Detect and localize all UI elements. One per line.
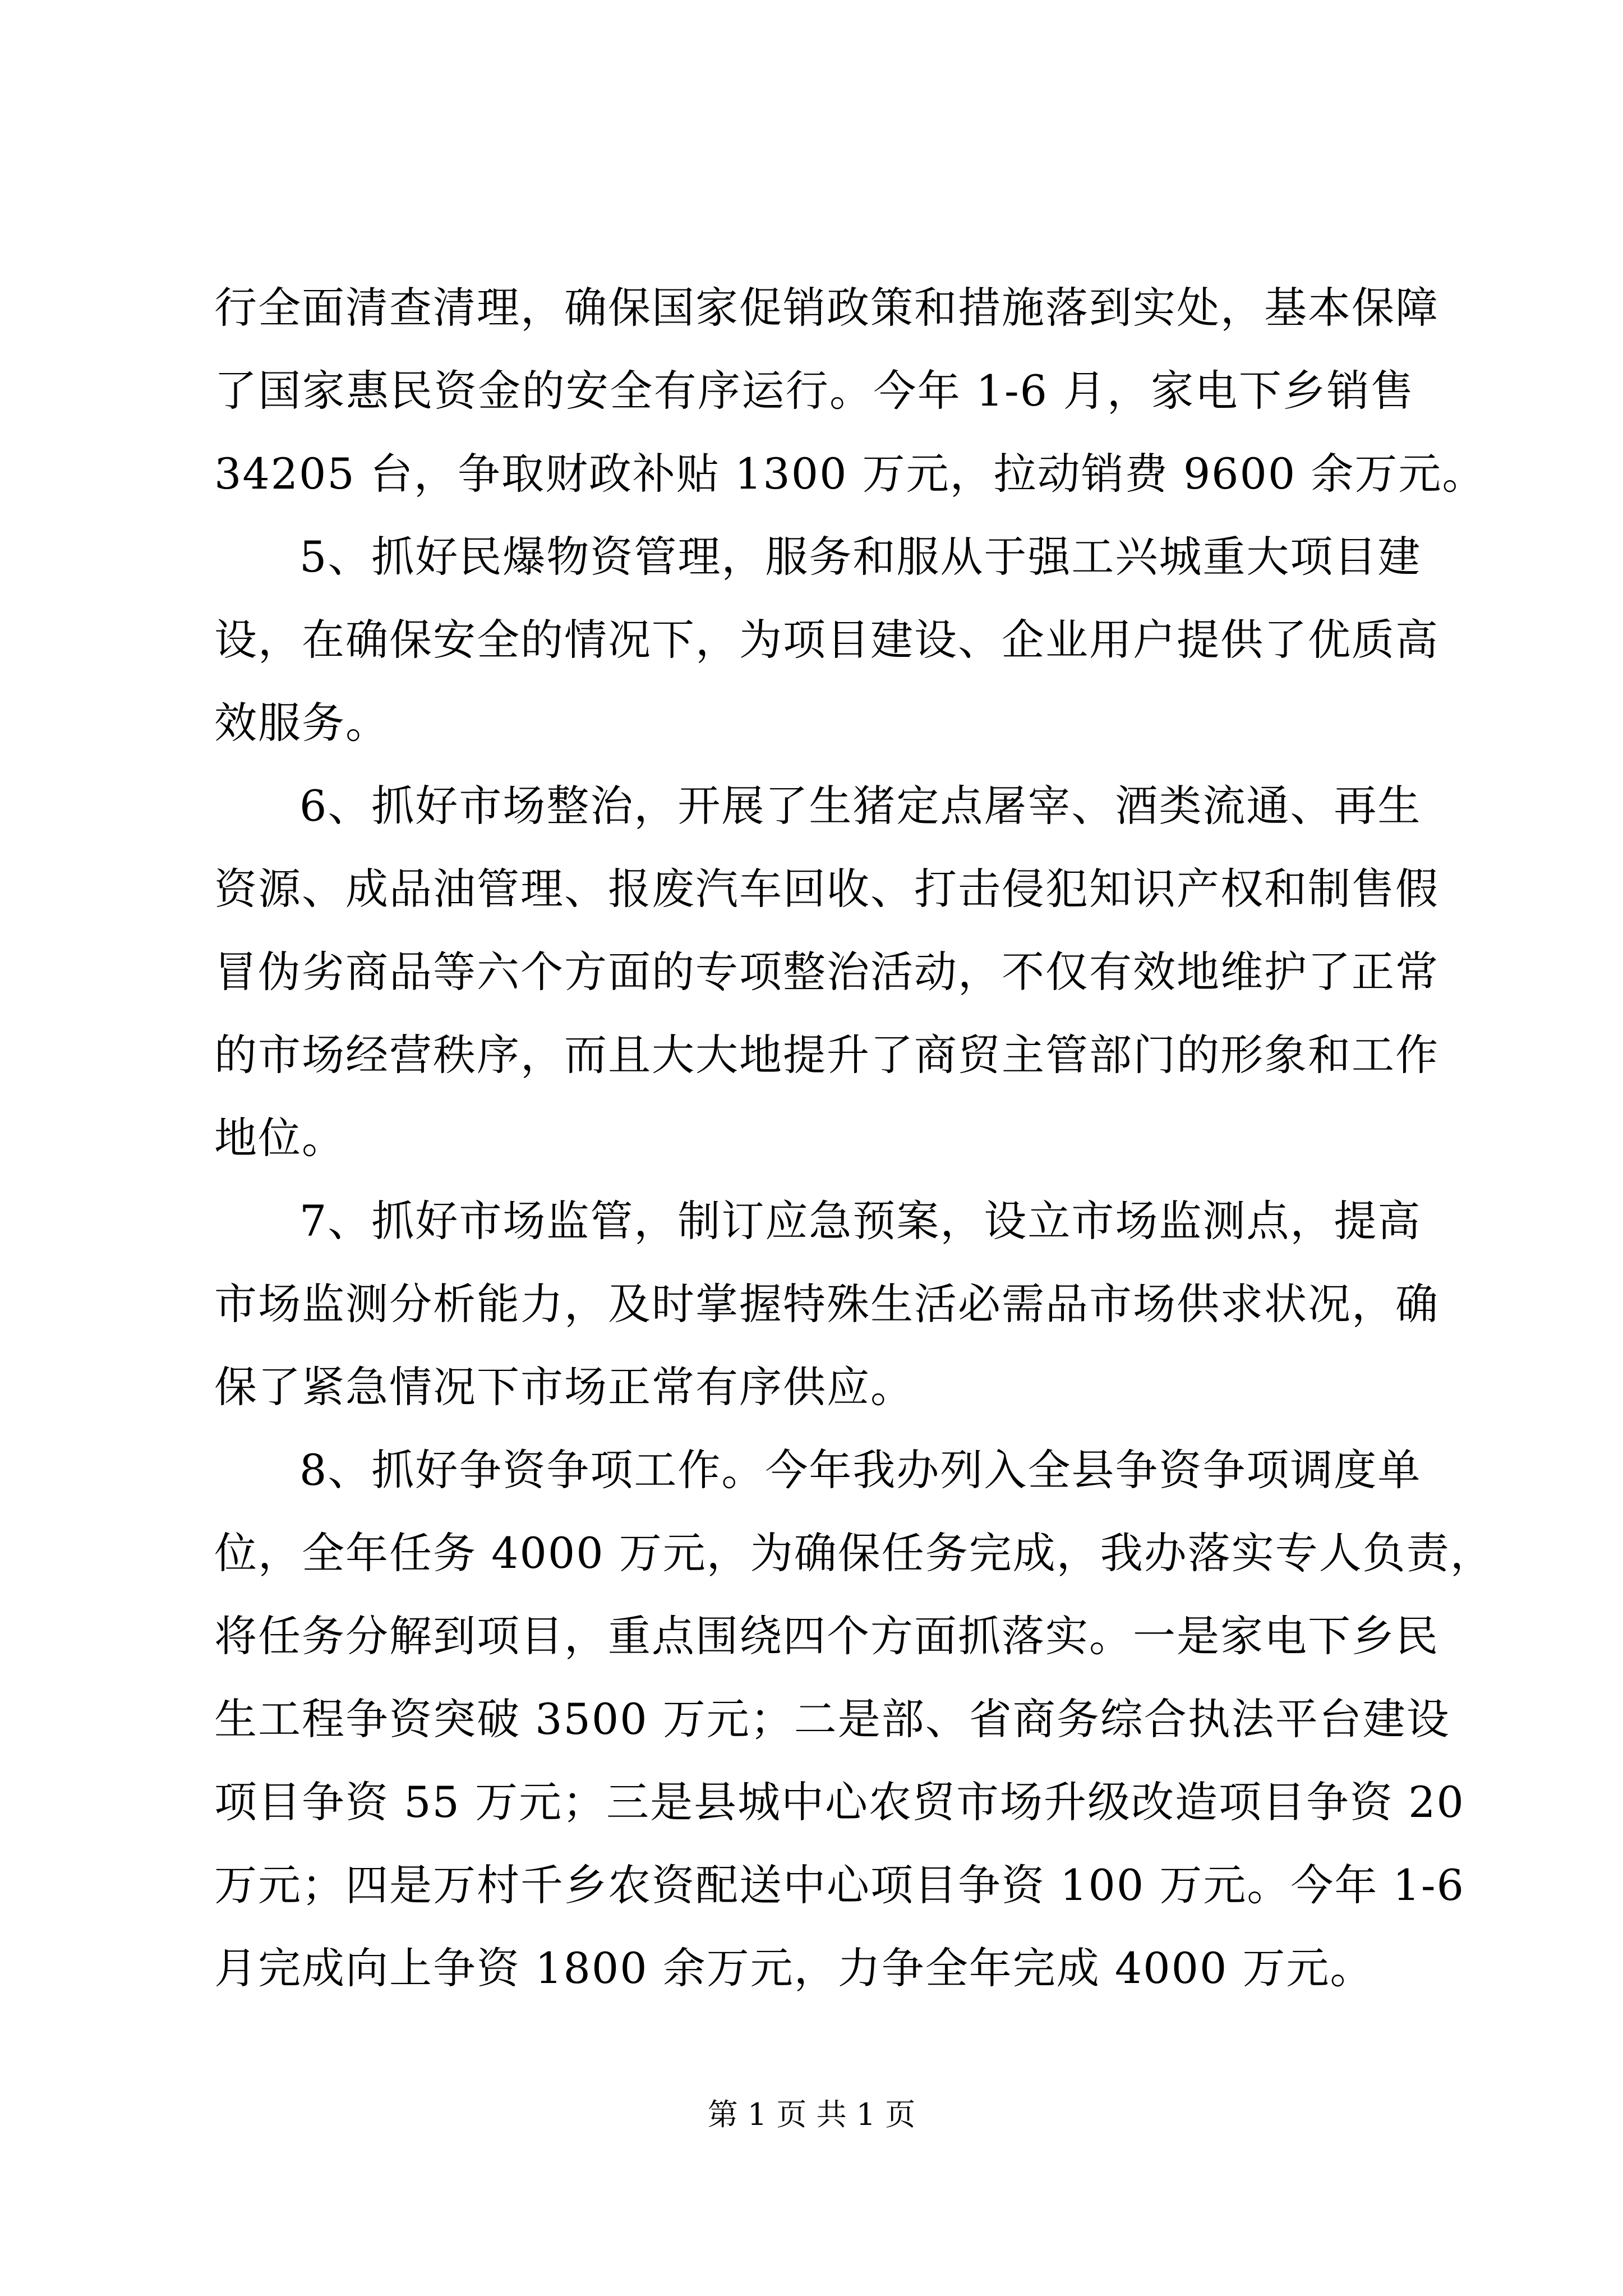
page-number-label: 第 1 页 共 1 页	[707, 2097, 916, 2132]
paragraph-item-8	[214, 1429, 1494, 2010]
document-body	[214, 266, 1494, 2010]
text-line: 市场监测分析能力，及时掌握特殊生活必需品市场供求状况，确	[214, 1279, 1439, 1329]
text-line: 行全面清查清理，确保国家促销政策和措施落到实处，基本保障	[214, 283, 1439, 333]
text-line: 万元；四是万村千乡农资配送中心项目争资 100 万元。今年 1-6	[214, 1860, 1465, 1910]
text-line: 6、抓好市场整治，开展了生猪定点屠宰、酒类流通、再生	[299, 781, 1422, 831]
paragraph-item-6	[214, 765, 1439, 1180]
paragraph-item-5	[214, 516, 1439, 765]
text-line: 了国家惠民资金的安全有序运行。今年 1-6 月，家电下乡销售	[214, 366, 1414, 416]
text-line: 设，在确保安全的情况下，为项目建设、企业用户提供了优质高	[214, 615, 1439, 665]
text-line: 将任务分解到项目，重点围绕四个方面抓落实。一是家电下乡民	[214, 1611, 1439, 1661]
page-footer	[0, 2092, 1623, 2137]
paragraph-continuation	[214, 266, 1486, 516]
text-line: 8、抓好争资争项工作。今年我办列入全县争资争项调度单	[299, 1445, 1422, 1495]
text-line: 5、抓好民爆物资管理，服务和服从于强工兴城重大项目建	[299, 532, 1422, 582]
paragraph-item-7	[214, 1180, 1439, 1429]
text-line: 保了紧急情况下市场正常有序供应。	[214, 1362, 914, 1412]
text-line: 生工程争资突破 3500 万元；二是部、省商务综合执法平台建设	[214, 1694, 1450, 1744]
text-line: 项目争资 55 万元；三是县城中心农贸市场升级改造项目争资 20	[214, 1777, 1465, 1827]
text-line: 7、抓好市场监管，制订应急预案，设立市场监测点，提高	[299, 1196, 1422, 1246]
text-line: 34205 台，争取财政补贴 1300 万元，拉动销费 9600 余万元。	[214, 449, 1486, 499]
text-line: 月完成向上争资 1800 余万元，力争全年完成 4000 万元。	[214, 1943, 1374, 1993]
text-line: 资源、成品油管理、报废汽车回收、打击侵犯知识产权和制售假	[214, 864, 1439, 914]
text-line: 地位。	[214, 1113, 345, 1163]
text-line: 的市场经营秩序，而且大大地提升了商贸主管部门的形象和工作	[214, 1030, 1439, 1080]
text-line: 位，全年任务 4000 万元，为确保任务完成，我办落实专人负责，	[214, 1528, 1494, 1578]
text-line: 效服务。	[214, 698, 389, 748]
text-line: 冒伪劣商品等六个方面的专项整治活动，不仅有效地维护了正常	[214, 947, 1439, 997]
